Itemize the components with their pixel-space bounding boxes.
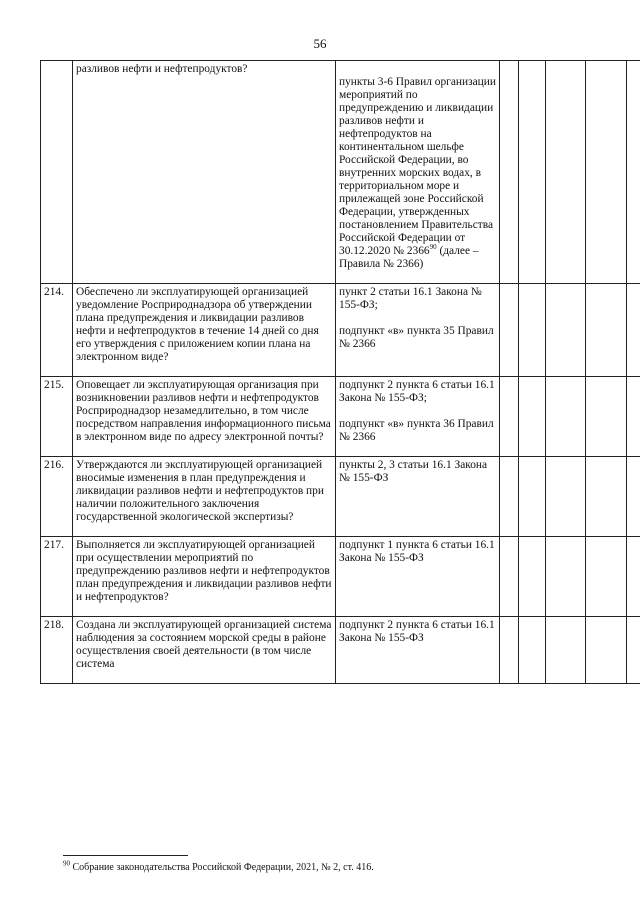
empty-cell	[500, 61, 519, 284]
empty-cell	[519, 284, 546, 377]
footnote-marker: 90	[63, 859, 70, 868]
table-row	[41, 284, 640, 377]
empty-cell	[586, 377, 627, 457]
empty-cell	[519, 537, 546, 617]
reference-cell	[336, 617, 500, 684]
table-row	[41, 457, 640, 537]
question-cell: разливов нефти и нефтепродуктов?	[73, 61, 336, 284]
question-cell: Выполняется ли эксплуатирующей организацией при осуществлении мероприятий по предупреждению разливов нефти и нефтепродуктов план предупреждения и ликвидации разливов нефти и нефтепродуктов?	[73, 537, 336, 617]
reference-text: пункты 2, 3 статьи 16.1 Закона № 155-ФЗ	[339, 459, 488, 484]
reference-cell	[336, 377, 500, 457]
empty-cell	[546, 617, 586, 684]
empty-cell	[627, 284, 640, 377]
empty-cell	[500, 537, 519, 617]
empty-cell	[546, 537, 586, 617]
reference-text: пункты 3-6 Правил организации мероприятий по предупреждению и ликвидации разливов нефти и нефтепродуктов на континентальном шельфе Российской Федерации, во внутренних морских водах, в территориальном море и прилежащей зоне Российской Федерации, утвержденных постановлением Правительства Российской Федерации от 30.12.2020 № 2366	[339, 76, 496, 257]
reference-cell	[336, 284, 500, 377]
row-number: 215.	[41, 377, 73, 457]
footnote	[63, 859, 374, 873]
empty-cell	[586, 61, 627, 284]
reference-text: подпункт 2 пункта 6 статьи 16.1 Закона № 155-ФЗ;	[339, 379, 495, 404]
empty-cell	[546, 284, 586, 377]
question-cell: Утверждаются ли эксплуатирующей организацией вносимые изменения в план предупреждения и ликвидации разливов нефти и нефтепродуктов при наличии положительного заключения государственной экологической экспертизы?	[73, 457, 336, 537]
reference-text: подпункт «в» пункта 36 Правил № 2366	[339, 418, 494, 443]
empty-cell	[627, 377, 640, 457]
question-cell: Оповещает ли эксплуатирующая организация при возникновении разливов нефти и нефтепродуктов Росприроднадзор незамедлительно, в том числе посредством направления информационного письма в электронном виде по адресу электронной почты?	[73, 377, 336, 457]
table-row	[41, 61, 640, 284]
reference-text: подпункт 2 пункта 6 статьи 16.1 Закона № 155-ФЗ	[339, 619, 495, 644]
empty-cell	[519, 377, 546, 457]
row-number: 217.	[41, 537, 73, 617]
question-cell: Обеспечено ли эксплуатирующей организацией уведомление Росприроднадзора об утверждении плана предупреждения и ликвидации разливов нефти и нефтепродуктов в течение 14 дней со дня его утверждения с приложением копии плана на электронном виде?	[73, 284, 336, 377]
empty-cell	[627, 61, 640, 284]
table-row	[41, 537, 640, 617]
empty-cell	[627, 617, 640, 684]
empty-cell	[627, 537, 640, 617]
reference-text: подпункт «в» пункта 35 Правил № 2366	[339, 325, 494, 350]
empty-cell	[586, 284, 627, 377]
table-row	[41, 617, 640, 684]
footnote-text: Собрание законодательства Российской Федерации, 2021, № 2, ст. 416.	[70, 862, 374, 873]
row-number: 214.	[41, 284, 73, 377]
empty-cell	[500, 617, 519, 684]
empty-cell	[500, 377, 519, 457]
empty-cell	[586, 457, 627, 537]
empty-cell	[546, 61, 586, 284]
footnote-divider	[63, 855, 188, 856]
footnote-marker: 90	[429, 243, 437, 252]
empty-cell	[519, 617, 546, 684]
empty-cell	[627, 457, 640, 537]
empty-cell	[519, 457, 546, 537]
reference-cell	[336, 457, 500, 537]
empty-cell	[519, 61, 546, 284]
empty-cell	[546, 377, 586, 457]
reference-cell	[336, 537, 500, 617]
reference-cell	[336, 61, 500, 284]
row-number: 218.	[41, 617, 73, 684]
empty-cell	[546, 457, 586, 537]
empty-cell	[586, 537, 627, 617]
checklist-table	[40, 60, 640, 684]
reference-text: (далее – Правила № 2366)	[339, 245, 479, 270]
question-cell: Создана ли эксплуатирующей организацией система наблюдения за состоянием морской среды в районе осуществления своей деятельности (в том числе система	[73, 617, 336, 684]
row-number	[41, 61, 73, 284]
empty-cell	[500, 284, 519, 377]
empty-cell	[586, 617, 627, 684]
reference-text: пункт 2 статьи 16.1 Закона № 155-ФЗ;	[339, 286, 482, 311]
reference-text: подпункт 1 пункта 6 статьи 16.1 Закона № 155-ФЗ	[339, 539, 495, 564]
row-number: 216.	[41, 457, 73, 537]
empty-cell	[500, 457, 519, 537]
table-row	[41, 377, 640, 457]
page-number: 56	[313, 36, 327, 51]
